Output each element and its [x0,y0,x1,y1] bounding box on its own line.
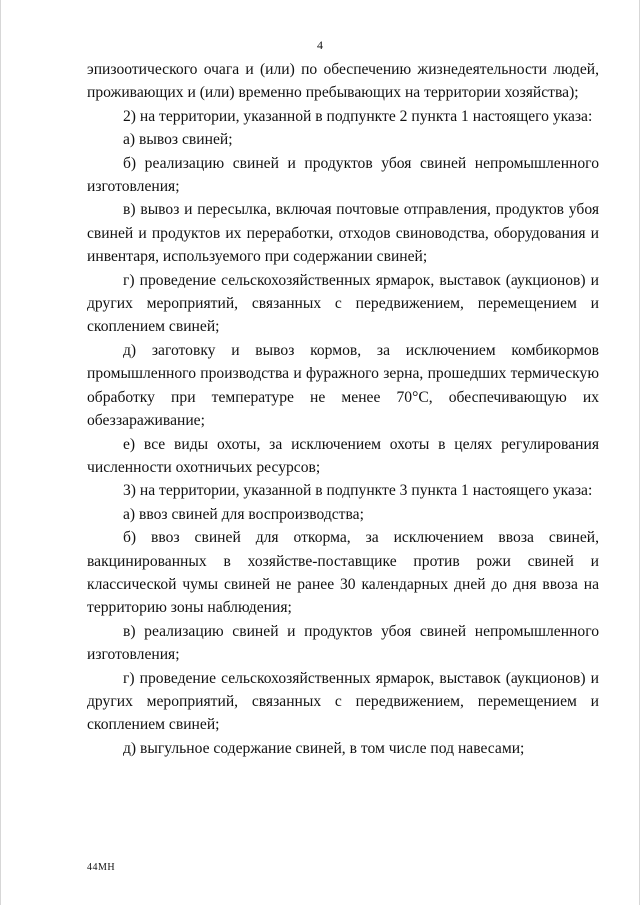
paragraph-item-2g: г) проведение сельскохозяйственных ярмарок, выставок (аукционов) и других мероприятий, связанных с передвижением, перемещением и скоплением свиней; [87,271,599,336]
paragraph-continuation: эпизоотического очага и (или) по обеспечению жизнедеятельности людей, проживающих и (или) временно пребывающих на территории хозяйства); [87,61,599,102]
paragraph-item-3v: в) реализацию свиней и продуктов убоя свиней непромышленного изготовления; [87,622,599,664]
paragraph-item-3d: д) выгульное содержание свиней, в том числе под навесами; [123,739,525,757]
page-number: 4 [317,38,323,52]
paragraph-item-3a: а) ввоз свиней для воспроизводства; [123,505,364,523]
paragraph-item-3: 3) на территории, указанной в подпункте 3 пункта 1 настоящего указа: [123,482,593,500]
paragraph-item-2d: д) заготовку и вывоз кормов, за исключением комбикормов промышленного производства и фуражного зерна, прошедших термическую обработку при температуре не менее 70°С, обеспечивающую их обеззараживание; [87,341,599,430]
footer-code: 44МН [87,862,116,873]
paragraph-item-3b: б) ввоз свиней для откорма, за исключением ввоза свиней, вакцинированных в хозяйстве-поставщике против рожи свиней и классической чумы свиней не ранее 30 календарных дней до дня ввоза на территорию зоны наблюдения; [87,529,599,617]
paragraph-item-2v: в) вывоз и пересылка, включая почтовые отправления, продуктов убоя свиней и продуктов их переработки, отходов свиноводства, оборудования и инвентаря, используемого при содержании свиней; [87,201,599,266]
document-body [87,58,599,760]
paragraph-item-2: 2) на территории, указанной в подпункте 2 пункта 1 настоящего указа: [123,107,593,125]
paragraph-item-3g: г) проведение сельскохозяйственных ярмарок, выставок (аукционов) и других мероприятий, связанных с передвижением, перемещением и скоплением свиней; [87,669,599,734]
paragraph-item-2b: б) реализацию свиней и продуктов убоя свиней непромышленного изготовления; [87,154,599,196]
paragraph-item-2e: е) все виды охоты, за исключением охоты в целях регулирования численности охотничьих ресурсов; [87,435,599,476]
paragraph-item-2a: а) вывоз свиней; [123,131,233,149]
